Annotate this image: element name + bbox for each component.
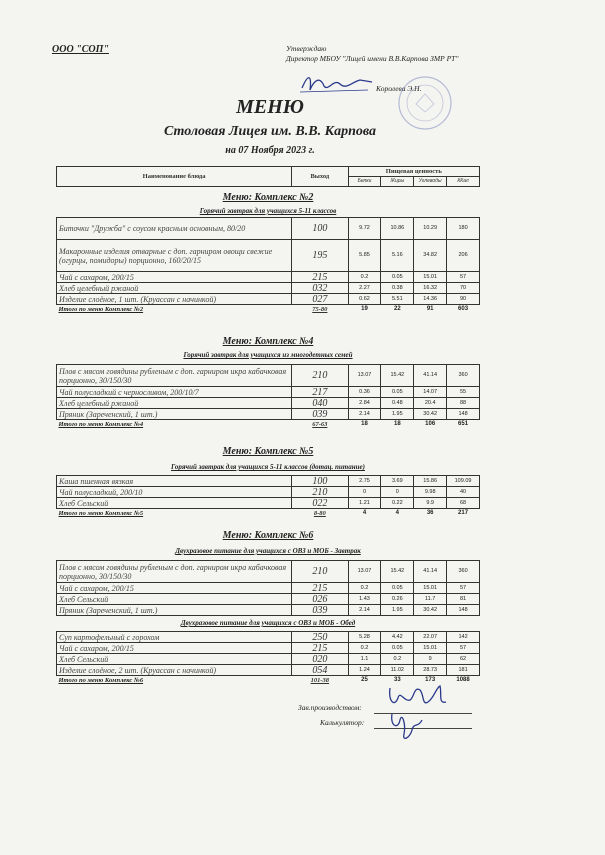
dish-name: Чай с сахаром, 200/15 <box>57 643 292 654</box>
dish-proteins: 2.14 <box>348 409 381 420</box>
total-fats: 33 <box>393 677 401 684</box>
dish-output: 032 <box>292 283 348 294</box>
production-manager-label: Зав.производством: <box>298 703 362 712</box>
dish-name: Пряник (Зареченский, 1 шт.) <box>57 605 292 616</box>
table-row <box>57 583 480 594</box>
dish-carbs: 14.07 <box>414 387 447 398</box>
dish-kcal: 181 <box>447 665 480 676</box>
total-proteins: 4 <box>362 510 367 517</box>
table-row <box>57 632 480 643</box>
dish-proteins: 2.75 <box>348 476 381 487</box>
table-row <box>57 218 480 240</box>
dish-proteins: 0.2 <box>348 583 381 594</box>
dish-carbs: 15.01 <box>414 643 447 654</box>
dish-fats: 0.26 <box>381 594 414 605</box>
dish-fats: 0.22 <box>381 498 414 509</box>
dish-name: Изделие слоёное, 1 шт. (Круассан с начинкой) <box>57 294 292 305</box>
complex4-title: Меню: Комплекс №4 <box>222 336 314 347</box>
dish-name: Чай полусладкий с черносливом, 200/10/7 <box>57 387 292 398</box>
total-output: 75-80 <box>312 306 328 314</box>
dish-fats: 11.02 <box>381 665 414 676</box>
dish-output: 215 <box>292 643 348 654</box>
dish-carbs: 9.98 <box>414 487 447 498</box>
table-row <box>57 272 480 283</box>
dish-output: 039 <box>292 409 348 420</box>
dish-carbs: 20.4 <box>414 398 447 409</box>
dish-output: 022 <box>292 498 348 509</box>
dish-carbs: 30.42 <box>414 409 447 420</box>
dish-proteins: 1.1 <box>348 654 381 665</box>
dish-output: 250 <box>292 632 348 643</box>
dish-name: Хлеб целебный ржаной <box>57 398 292 409</box>
dish-fats: 4.42 <box>381 632 414 643</box>
dish-kcal: 57 <box>447 583 480 594</box>
dish-kcal: 57 <box>447 643 480 654</box>
dish-proteins: 1.43 <box>348 594 381 605</box>
dish-kcal: 57 <box>447 272 480 283</box>
complex6-breakfast-table <box>56 560 480 616</box>
dish-proteins: 1.21 <box>348 498 381 509</box>
dish-output: 217 <box>292 387 348 398</box>
dish-proteins: 2.27 <box>348 283 381 294</box>
dish-proteins: 1.24 <box>348 665 381 676</box>
dish-name: Каша пшенная вязкая <box>57 476 292 487</box>
table-row <box>57 294 480 305</box>
menu-title: МЕНЮ <box>236 96 304 118</box>
dish-kcal: 206 <box>447 240 480 272</box>
dish-kcal: 62 <box>447 654 480 665</box>
calculator-signature <box>384 708 434 748</box>
dish-fats: 15.42 <box>381 365 414 387</box>
table-row <box>57 283 480 294</box>
dish-kcal: 55 <box>447 387 480 398</box>
dish-name: Хлеб Сельский <box>57 498 292 509</box>
dish-fats: 0 <box>381 487 414 498</box>
total-proteins: 18 <box>361 421 368 428</box>
complex6-breakfast-title: Двухразовое питание для учащихся с ОВЗ и МОБ - Завтрак <box>175 547 361 555</box>
dish-output: 100 <box>292 218 348 240</box>
dish-carbs: 30.42 <box>414 605 447 616</box>
dish-output: 210 <box>292 365 348 387</box>
complex6-title: Меню: Комплекс №6 <box>222 530 314 541</box>
dish-name: Чай полусладкий, 200/10 <box>57 487 292 498</box>
complex6-lunch-title: Двухразовое питание для учащихся с ОВЗ и МОБ - Обед <box>180 619 356 627</box>
total-kcal: 217 <box>458 510 469 517</box>
dish-carbs: 28.73 <box>414 665 447 676</box>
dish-output: 215 <box>292 583 348 594</box>
dish-name: Хлеб целебный ржаной <box>57 283 292 294</box>
dish-fats: 10.86 <box>381 218 414 240</box>
dish-fats: 5.16 <box>381 240 414 272</box>
dish-fats: 0.38 <box>381 283 414 294</box>
dish-fats: 0.05 <box>381 387 414 398</box>
dish-output: 100 <box>292 476 348 487</box>
dish-carbs: 14.36 <box>414 294 447 305</box>
total-label: Итого по меню Комплекс №5 <box>58 510 144 518</box>
dish-carbs: 9 <box>414 654 447 665</box>
dish-kcal: 70 <box>447 283 480 294</box>
total-carbs: 106 <box>425 421 436 428</box>
dish-carbs: 15.01 <box>414 583 447 594</box>
dish-carbs: 9.9 <box>414 498 447 509</box>
dish-carbs: 15.01 <box>414 272 447 283</box>
dish-proteins: 13.07 <box>348 561 381 583</box>
dish-carbs: 34.82 <box>414 240 447 272</box>
dish-carbs: 41.14 <box>414 561 447 583</box>
dish-proteins: 5.28 <box>348 632 381 643</box>
table-row <box>57 487 480 498</box>
dish-fats: 0.48 <box>381 398 414 409</box>
organization-name: ООО "СОП" <box>52 44 109 55</box>
dish-fats: 1.95 <box>381 605 414 616</box>
total-kcal: 1088 <box>456 677 470 684</box>
complex4-table <box>56 364 480 430</box>
dish-proteins: 5.85 <box>348 240 381 272</box>
col-carbs-header: Углеводы <box>414 177 447 187</box>
table-row <box>57 654 480 665</box>
dish-output: 040 <box>292 398 348 409</box>
dish-output: 210 <box>292 487 348 498</box>
table-row <box>57 594 480 605</box>
total-fats: 4 <box>395 510 399 517</box>
dish-carbs: 22.07 <box>414 632 447 643</box>
complex2-title: Меню: Комплекс №2 <box>222 192 314 203</box>
total-kcal: 603 <box>458 306 469 313</box>
col-name-header: Наименование блюда <box>57 167 292 187</box>
total-output: 8-80 <box>313 510 326 518</box>
dish-output: 039 <box>292 605 348 616</box>
dish-kcal: 81 <box>447 594 480 605</box>
dish-output: 027 <box>292 294 348 305</box>
complex5-title: Меню: Комплекс №5 <box>222 446 314 457</box>
table-row <box>57 476 480 487</box>
dish-kcal: 360 <box>447 365 480 387</box>
total-label: Итого по меню Комплекс №2 <box>58 306 144 314</box>
dish-name: Макаронные изделия отварные с доп. гарниром овощи свежие (огурцы, помидоры) порционно, 160/20/15 <box>57 240 292 272</box>
dish-proteins: 2.14 <box>348 605 381 616</box>
dish-output: 020 <box>292 654 348 665</box>
menu-subtitle: Столовая Лицея им. В.В. Карпова <box>163 124 377 139</box>
col-output-header: Выход <box>292 167 348 187</box>
dish-fats: 0.05 <box>381 643 414 654</box>
dish-fats: 1.95 <box>381 409 414 420</box>
approval-line1: Утверждаю <box>286 44 327 53</box>
table-row <box>57 398 480 409</box>
complex5-table <box>56 475 480 519</box>
total-fats: 22 <box>393 306 401 313</box>
dish-proteins: 0.62 <box>348 294 381 305</box>
dish-output: 026 <box>292 594 348 605</box>
dish-kcal: 40 <box>447 487 480 498</box>
dish-proteins: 9.72 <box>348 218 381 240</box>
dish-name: Чай с сахаром, 200/15 <box>57 272 292 283</box>
approver-name: Королева Э.Н. <box>376 84 422 93</box>
total-output: 101-38 <box>310 677 330 685</box>
director-signature <box>298 70 378 96</box>
dish-name: Суп картофельный с горохом <box>57 632 292 643</box>
dish-name: Пряник (Зареченский, 1 шт.) <box>57 409 292 420</box>
calculator-label: Калькулятор: <box>320 718 365 727</box>
dish-name: Хлеб Сельский <box>57 654 292 665</box>
dish-kcal: 148 <box>447 605 480 616</box>
table-row <box>57 561 480 583</box>
menu-date: на 07 Ноября 2023 г. <box>225 145 315 156</box>
table-row <box>57 240 480 272</box>
dish-kcal: 142 <box>447 632 480 643</box>
dish-carbs: 15.86 <box>414 476 447 487</box>
dish-fats: 3.69 <box>381 476 414 487</box>
col-nutrition-header: Пищевая ценность <box>348 167 479 177</box>
dish-output: 054 <box>292 665 348 676</box>
total-row <box>57 305 480 315</box>
total-proteins: 25 <box>361 677 368 684</box>
dish-fats: 0.05 <box>381 583 414 594</box>
total-carbs: 173 <box>425 677 436 684</box>
total-output: 67-63 <box>312 421 328 429</box>
total-carbs: 91 <box>426 306 434 313</box>
table-row <box>57 409 480 420</box>
table-row <box>57 665 480 676</box>
total-label: Итого по меню Комплекс №6 <box>58 677 144 685</box>
table-row <box>57 643 480 654</box>
table-row <box>57 365 480 387</box>
approval-line2: Директор МБОУ "Лицей имени В.В.Карпова ЗМР РТ" <box>286 54 459 63</box>
col-fats-header: Жиры <box>381 177 414 187</box>
dish-proteins: 2.84 <box>348 398 381 409</box>
total-row <box>57 420 480 430</box>
dish-carbs: 11.7 <box>414 594 447 605</box>
dish-kcal: 68 <box>447 498 480 509</box>
total-carbs: 36 <box>426 510 434 517</box>
total-fats: 18 <box>393 421 401 428</box>
dish-kcal: 180 <box>447 218 480 240</box>
total-kcal: 651 <box>458 421 469 428</box>
dish-output: 215 <box>292 272 348 283</box>
dish-proteins: 0.36 <box>348 387 381 398</box>
col-proteins-header: Белки <box>348 177 381 187</box>
complex5-meal-title: Горячий завтрак для учащихся 5-11 классов (дотац. питание) <box>171 463 365 471</box>
table-row <box>57 605 480 616</box>
dish-kcal: 148 <box>447 409 480 420</box>
dish-carbs: 16.32 <box>414 283 447 294</box>
dish-name: Биточки "Дружба" с соусом красным основным, 80/20 <box>57 218 292 240</box>
dish-carbs: 41.14 <box>414 365 447 387</box>
dish-name: Чай с сахаром, 200/15 <box>57 583 292 594</box>
total-proteins: 19 <box>361 306 368 313</box>
dish-fats: 5.51 <box>381 294 414 305</box>
complex6-lunch-table <box>56 631 480 686</box>
dish-name: Плов с мясом говядины рубленым с доп. гарниром икра кабачковая порционно, 30/150/30 <box>57 365 292 387</box>
dish-fats: 15.42 <box>381 561 414 583</box>
dish-kcal: 88 <box>447 398 480 409</box>
dish-proteins: 0 <box>348 487 381 498</box>
complex4-meal-title: Горячий завтрак для учащихся из многодетных семей <box>183 351 353 359</box>
dish-proteins: 0.2 <box>348 643 381 654</box>
dish-name: Хлеб Сельский <box>57 594 292 605</box>
complex2-table <box>56 217 480 315</box>
total-label: Итого по меню Комплекс №4 <box>58 421 144 429</box>
dish-proteins: 13.07 <box>348 365 381 387</box>
dish-output: 210 <box>292 561 348 583</box>
table-row <box>57 498 480 509</box>
total-row <box>57 509 480 519</box>
complex2-meal-title: Горячий завтрак для учащихся 5-11 классов <box>199 207 337 215</box>
approval-block <box>286 44 476 64</box>
menu-header-table <box>56 166 480 187</box>
dish-proteins: 0.2 <box>348 272 381 283</box>
dish-name: Изделие слоёное, 2 шт. (Круассан с начинкой) <box>57 665 292 676</box>
dish-carbs: 10.29 <box>414 218 447 240</box>
dish-fats: 0.2 <box>381 654 414 665</box>
table-row <box>57 387 480 398</box>
dish-name: Плов с мясом говядины рубленым с доп. гарниром икра кабачковая порционно, 30/150/30 <box>57 561 292 583</box>
dish-kcal: 109.09 <box>447 476 480 487</box>
dish-fats: 0.05 <box>381 272 414 283</box>
dish-kcal: 360 <box>447 561 480 583</box>
col-kcal-header: ККал <box>447 177 480 187</box>
dish-output: 195 <box>292 240 348 272</box>
dish-kcal: 90 <box>447 294 480 305</box>
